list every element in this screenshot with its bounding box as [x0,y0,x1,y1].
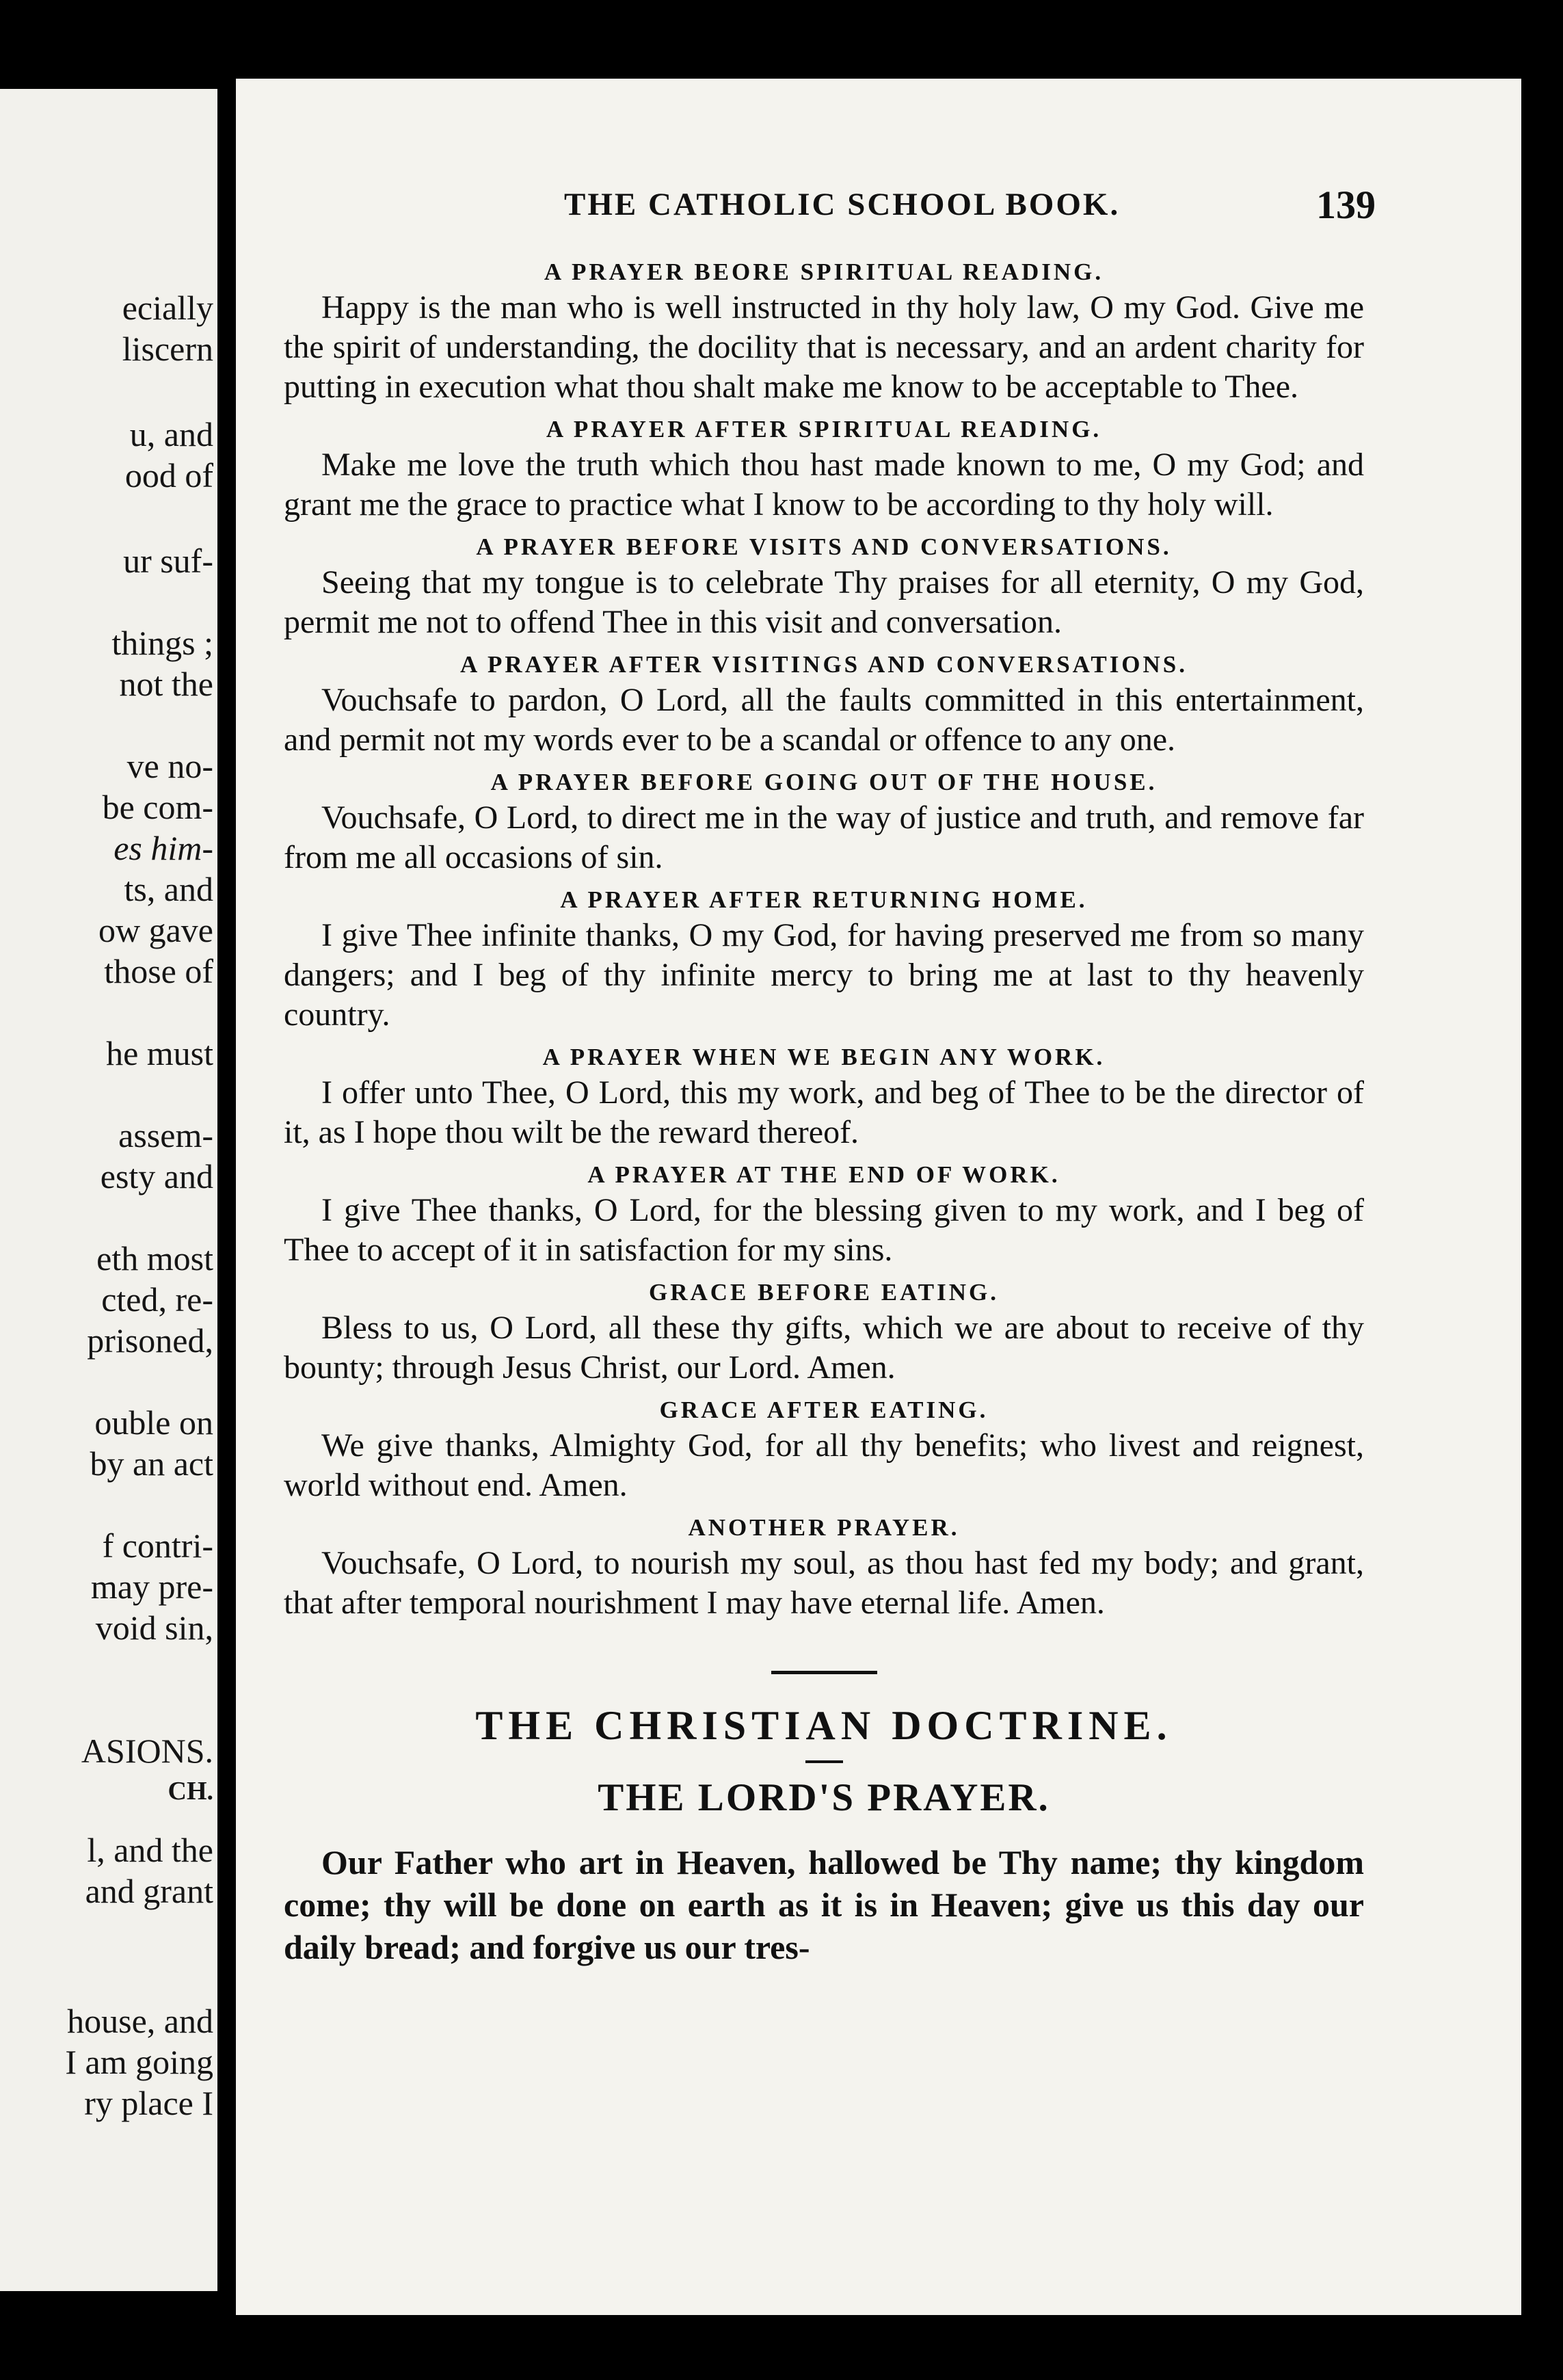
section-text: Bless to us, O Lord, all these thy gifts, which we are about to receive of thy bounty; through Jesus Christ, our Lord. Amen. [284,1310,1364,1386]
left-line: ood of [124,456,213,494]
section-heading: GRACE AFTER EATING. [659,1397,989,1423]
prayer-section [284,414,1364,525]
running-title: THE CATHOLIC SCHOOL BOOK. [564,187,1121,222]
lords-prayer-title: THE LORD'S PRAYER. [598,1776,1050,1819]
left-line: ASIONS. [81,1732,213,1770]
prayer-section [284,1394,1364,1505]
left-line: liscern [122,330,213,368]
section-text: I give Thee thanks, O Lord, for the blessing given to my work, and I beg of Thee to accept of it in satisfaction for my sins. [284,1192,1364,1268]
left-line: may pre- [90,1568,213,1606]
section-heading: ANOTHER PRAYER. [688,1514,960,1541]
page-header [236,183,1521,241]
left-line: ecially [122,289,213,327]
prayer-section [284,1159,1364,1270]
section-text: I offer unto Thee, O Lord, this my work, and beg of Thee to be the director of it, as I hope thou wilt be the reward thereof. [284,1074,1364,1150]
left-line: l, and the [87,1831,213,1869]
section-text: Make me love the truth which thou hast made known to me, O my God; and grant me the grace to practice what I know to be according to thy holy will. [284,447,1364,523]
section-text: We give thanks, Almighty God, for all thy benefits; who livest and reignest, world without end. Amen. [284,1427,1364,1503]
left-line: ouble on [94,1403,213,1442]
prayer-section [284,1042,1364,1152]
left-line: and grant [85,1872,213,1910]
section-heading: A PRAYER AFTER RETURNING HOME. [560,886,1088,913]
section-text: Vouchsafe, O Lord, to direct me in the way of justice and truth, and remove far from me all occasions of sin. [284,799,1364,875]
left-line: void sin, [95,1609,213,1647]
left-line: es him- [113,829,213,867]
left-line: u, and [129,415,213,453]
left-line: I am going [65,2043,213,2081]
section-divider [771,1671,877,1674]
section-heading: A PRAYER BEORE SPIRITUAL READING. [544,259,1104,285]
prayer-section [284,1277,1364,1388]
section-text: Happy is the man who is well instructed in thy holy law, O my God. Give me the spirit of understanding, the docility that is necessary, and an ardent charity for putting in execution what thou shalt make me know to be acceptable to Thee. [284,289,1364,405]
left-line: those of [104,952,213,990]
left-line: be com- [102,788,213,826]
title-divider [805,1760,843,1763]
section-heading: A PRAYER AFTER VISITINGS AND CONVERSATIONS. [459,651,1188,678]
left-line: house, and [67,2002,213,2040]
left-line: ow gave [98,911,213,949]
left-line: he must [106,1034,213,1072]
prayer-section [284,256,1364,407]
section-heading: A PRAYER AT THE END OF WORK. [587,1161,1060,1188]
section-heading: A PRAYER AFTER SPIRITUAL READING. [546,416,1102,442]
left-line: things ; [111,624,213,662]
prayer-section [284,649,1364,760]
section-heading: A PRAYER WHEN WE BEGIN ANY WORK. [542,1044,1106,1070]
prayer-section [284,884,1364,1035]
left-line: ts, and [124,870,213,908]
page-content [284,256,1364,1968]
section-text: Seeing that my tongue is to celebrate Thy praises for all eternity, O my God, permit me not to offend Thee in this visit and conversation. [284,564,1364,640]
left-line: eth most [96,1239,213,1278]
left-line: not the [119,665,213,703]
left-line: prisoned, [87,1321,213,1360]
previous-page-fragment [0,89,217,2291]
left-line: by an act [90,1444,213,1483]
page-number: 139 [1316,183,1376,227]
prayer-section [284,531,1364,642]
section-heading: GRACE BEFORE EATING. [648,1279,1000,1306]
lords-prayer-text: Our Father who art in Heaven, hallowed be Thy name; thy kingdom come; thy will be done on earth as it is in Heaven; give us this day our daily bread; and forgive us our tres- [284,1843,1364,1966]
book-page [236,79,1521,2315]
left-line: CH. [168,1777,213,1806]
section-heading: A PRAYER BEFORE VISITS AND CONVERSATIONS. [476,533,1172,560]
left-line: ve no- [126,747,213,785]
left-line: cted, re- [101,1280,213,1319]
left-line: esty and [100,1157,213,1195]
section-text: I give Thee infinite thanks, O my God, for having preserved me from so many dangers; and I beg of thy infinite mercy to bring me at last to thy heavenly country. [284,917,1364,1033]
prayer-section [284,1512,1364,1623]
prayer-section [284,767,1364,877]
section-heading: A PRAYER BEFORE GOING OUT OF THE HOUSE. [490,769,1158,795]
doctrine-title: THE CHRISTIAN DOCTRINE. [475,1703,1173,1748]
section-text: Vouchsafe to pardon, O Lord, all the faults committed in this entertainment, and permit not my words ever to be a scandal or offence to any one. [284,682,1364,758]
left-line: assem- [118,1116,213,1154]
left-line: f contri- [102,1526,213,1565]
left-line: ry place I [84,2084,213,2122]
left-line: ur suf- [123,542,213,580]
section-text: Vouchsafe, O Lord, to nourish my soul, as thou hast fed my body; and grant, that after temporal nourishment I may have eternal life. Amen. [284,1545,1364,1621]
